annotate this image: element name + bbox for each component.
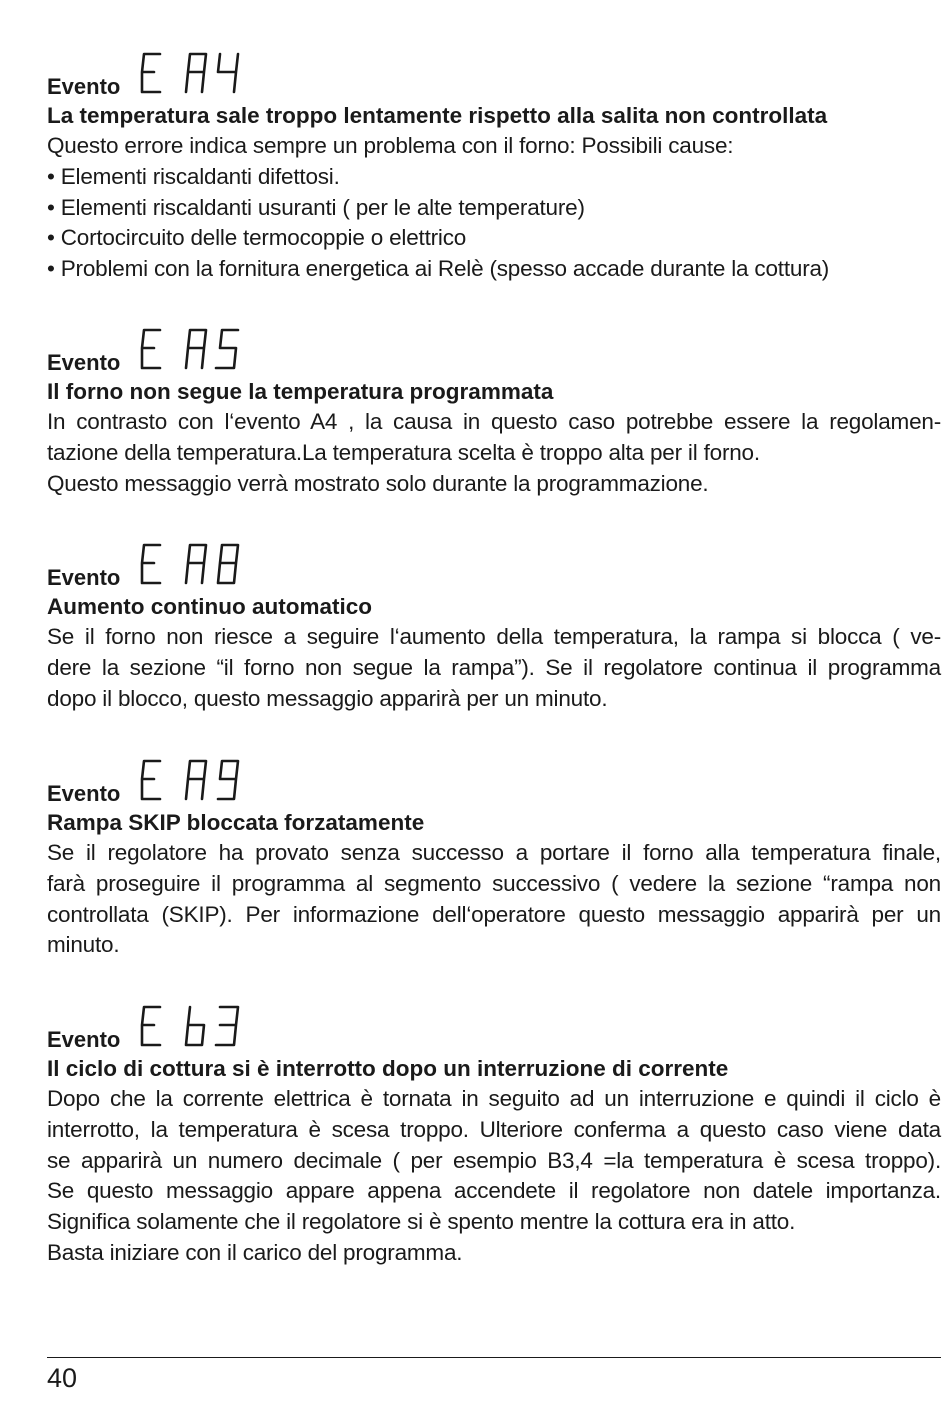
description-line: se apparirà un numero decimale ( per esempio B3,4 =la temperatura è scesa troppo). <box>47 1147 941 1173</box>
event-section-a8 <box>47 537 941 714</box>
description-line: tazione della temperatura.La temperatura scelta è troppo alta per il forno. <box>47 439 760 465</box>
event-section-a4 <box>47 46 941 285</box>
description-line: interrotto, la temperatura è scesa troppo. Ulteriore conferma a questo caso viene data <box>47 1116 941 1142</box>
description-line: Questo errore indica sempre un problema con il forno: Possibili cause: <box>47 133 734 158</box>
event-label: Evento <box>47 1027 121 1052</box>
event-heading <box>47 46 941 98</box>
cause-item: • Elementi riscaldanti difettosi. <box>47 163 340 189</box>
description-line: Significa solamente che il regolatore si è spento mentre la cottura era in atto. <box>47 1209 796 1235</box>
event-label: Evento <box>47 565 121 590</box>
description-line: farà proseguire il programma al segmento successivo ( vedere la sezione “rampa non <box>47 870 941 896</box>
event-heading <box>47 537 941 589</box>
page-number: 40 <box>47 1363 78 1393</box>
footer-divider <box>47 1357 941 1358</box>
event-description <box>47 1084 941 1269</box>
description-line: In contrasto con l‘evento A4 , la causa in questo caso potrebbe essere la regolamen- <box>47 409 941 434</box>
event-code-display <box>140 50 260 96</box>
description-line: Questo messaggio verrà mostrato solo durante la programmazione. <box>47 470 709 496</box>
description-line: Dopo che la corrente elettrica è tornata in seguito ad un interruzione e quindi il ciclo è <box>47 1086 941 1111</box>
cause-item: • Problemi con la fornitura energetica ai Relè (spesso accade durante la cottura) <box>47 256 830 282</box>
event-section-a5 <box>47 322 941 499</box>
event-title: Rampa SKIP bloccata forzatamente <box>47 810 425 835</box>
cause-item: • Elementi riscaldanti usuranti ( per le alte temperature) <box>47 194 585 220</box>
event-section-a9 <box>47 753 941 961</box>
event-title: Il ciclo di cottura si è interrotto dopo un interruzione di corrente <box>47 1056 729 1081</box>
event-description <box>47 407 941 499</box>
event-title: Aumento continuo automatico <box>47 594 372 619</box>
event-heading <box>47 999 941 1051</box>
description-line: dere la sezione “il forno non segue la rampa”). Se il regolatore continua il programma <box>47 654 941 680</box>
cause-item: • Cortocircuito delle termocoppie o elettrico <box>47 225 467 251</box>
description-line: Basta iniziare con il carico del programma. <box>47 1239 463 1265</box>
event-label: Evento <box>47 74 121 99</box>
event-label: Evento <box>47 350 121 375</box>
event-label: Evento <box>47 781 121 806</box>
event-title: La temperatura sale troppo lentamente rispetto alla salita non controllata <box>47 103 828 128</box>
description-line: minuto. <box>47 932 120 958</box>
event-description <box>47 622 941 714</box>
event-code-display <box>140 541 260 587</box>
event-heading <box>47 322 941 374</box>
event-title: Il forno non segue la temperatura programmata <box>47 379 554 404</box>
event-heading <box>47 753 941 805</box>
description-line: dopo il blocco, questo messaggio apparirà per un minuto. <box>47 685 608 711</box>
description-line: Se il forno non riesce a seguire l‘aumento della temperatura, la rampa si blocca ( ve- <box>47 624 941 649</box>
description-line: Se il regolatore ha provato senza successo a portare il forno alla temperatura finale, <box>47 840 941 865</box>
description-line: Se questo messaggio appare appena accendete il regolatore non datele importanza. <box>47 1178 941 1204</box>
event-description <box>47 131 941 285</box>
event-code-display <box>140 326 260 372</box>
event-description <box>47 838 941 961</box>
description-line: controllata (SKIP). Per informazione dell‘operatore questo messaggio apparirà per un <box>47 901 941 927</box>
event-section-b3 <box>47 999 941 1269</box>
event-code-display <box>140 1003 260 1049</box>
event-code-display <box>140 757 260 803</box>
